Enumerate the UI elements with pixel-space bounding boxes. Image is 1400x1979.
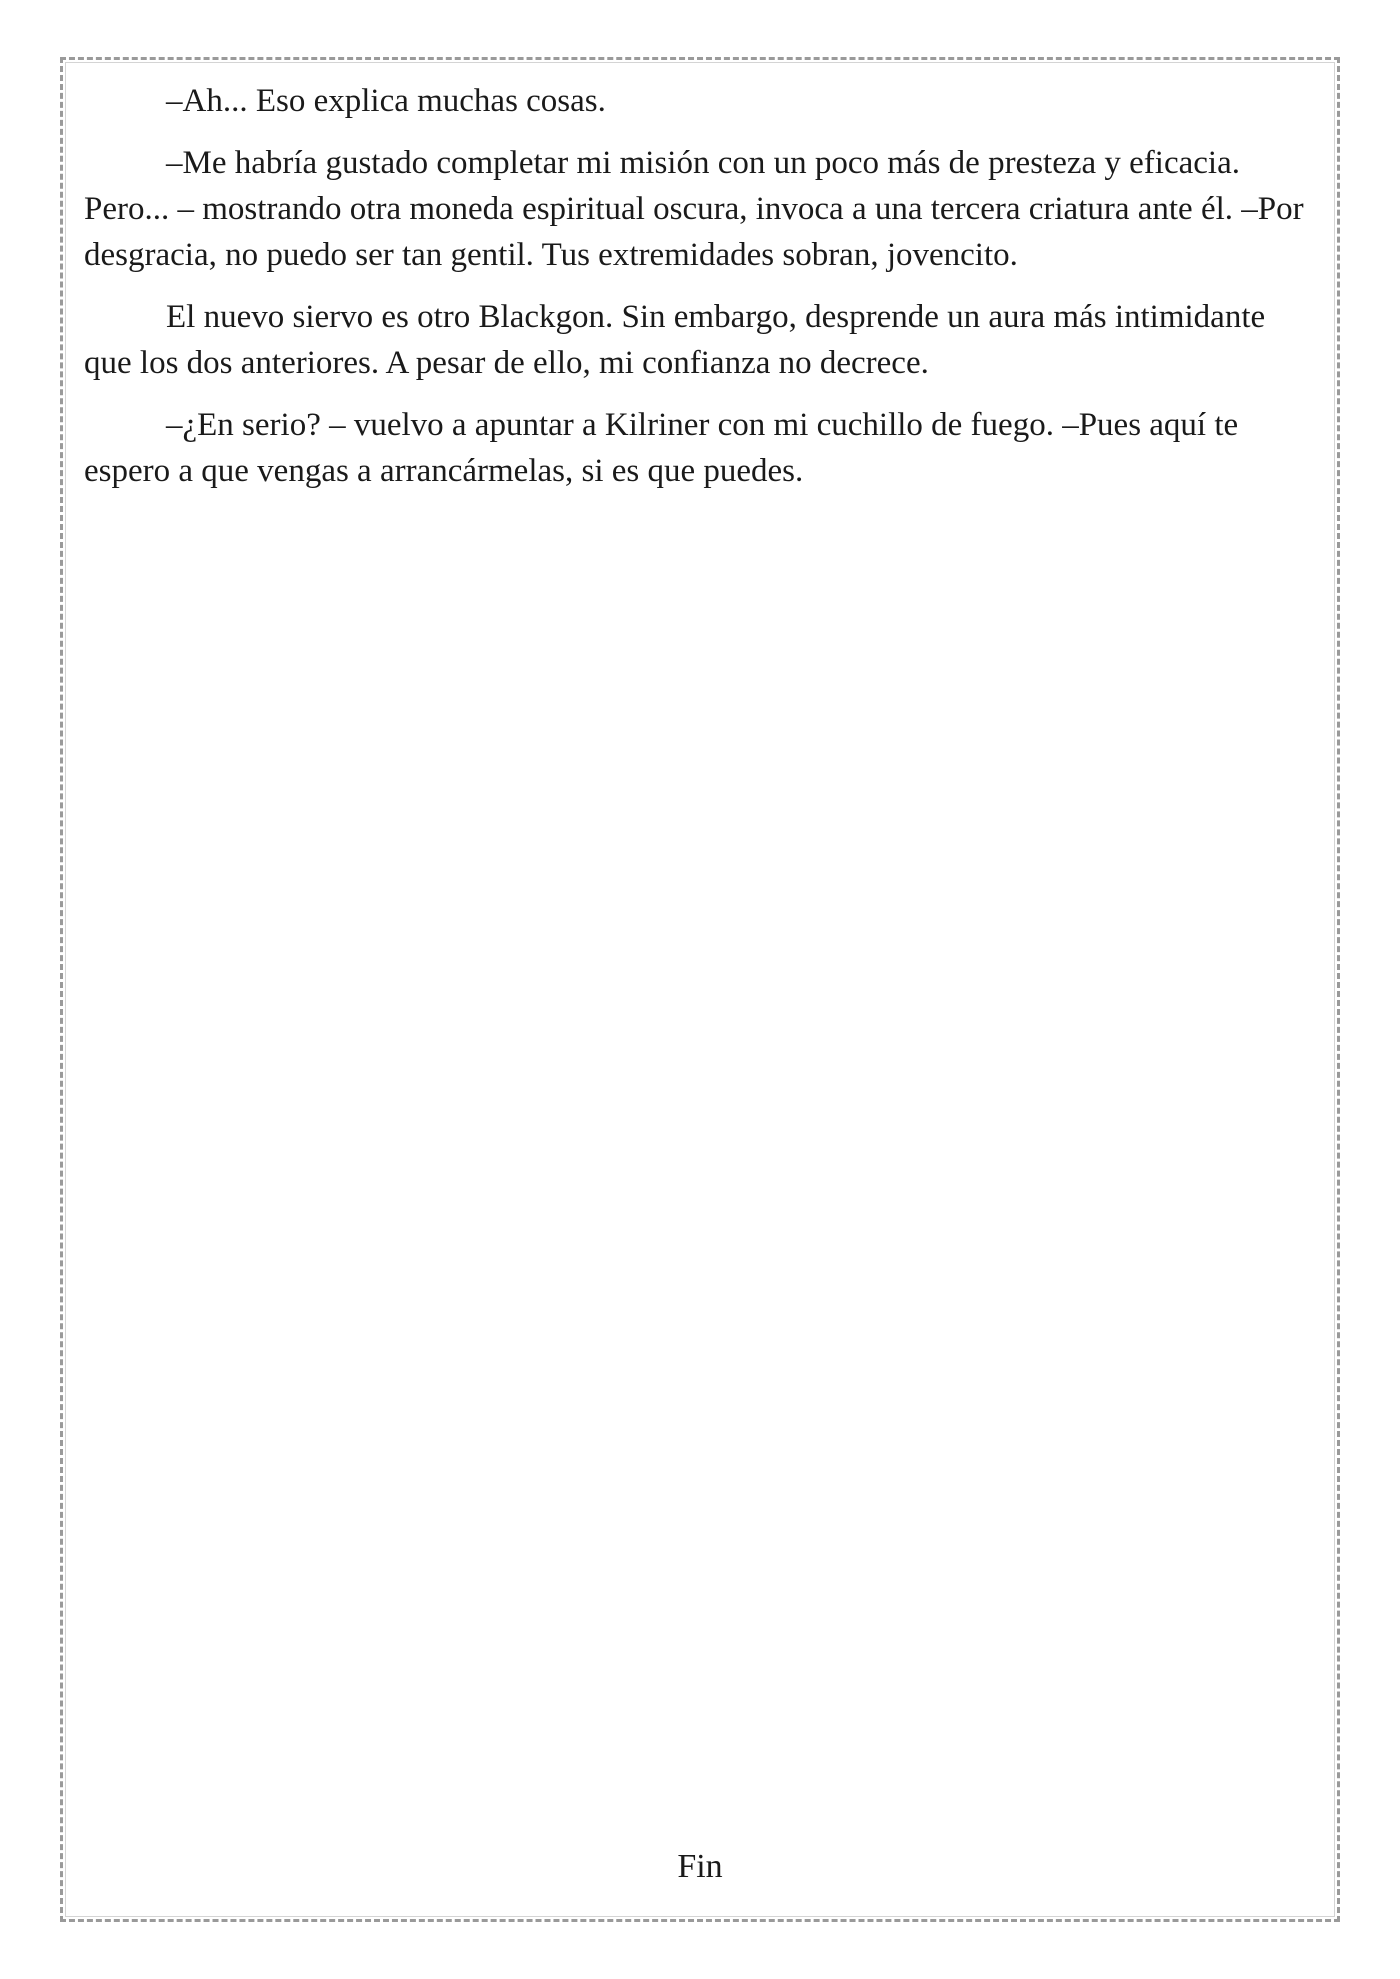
- paragraph-4: –¿En serio? – vuelvo a apuntar a Kilriner con mi cuchillo de fuego. –Pues aquí te espero a que vengas a arrancármelas, si es que puedes.: [84, 407, 1239, 489]
- paragraph-1: –Ah... Eso explica muchas cosas.: [166, 83, 606, 119]
- document-body: [84, 78, 1316, 510]
- end-mark: Fin: [677, 1848, 723, 1885]
- paragraph-3: El nuevo siervo es otro Blackgon. Sin embargo, desprende un aura más intimidante que los dos anteriores. A pesar de ello, mi confianza no decrece.: [84, 299, 1266, 381]
- paragraph-2: –Me habría gustado completar mi misión con un poco más de presteza y eficacia. Pero... – mostrando otra moneda espiritual oscura, invoca a una tercera criatura ante él. –Por desgracia, no puedo ser tan gentil. Tus extremidades sobran, jovencito.: [84, 145, 1304, 273]
